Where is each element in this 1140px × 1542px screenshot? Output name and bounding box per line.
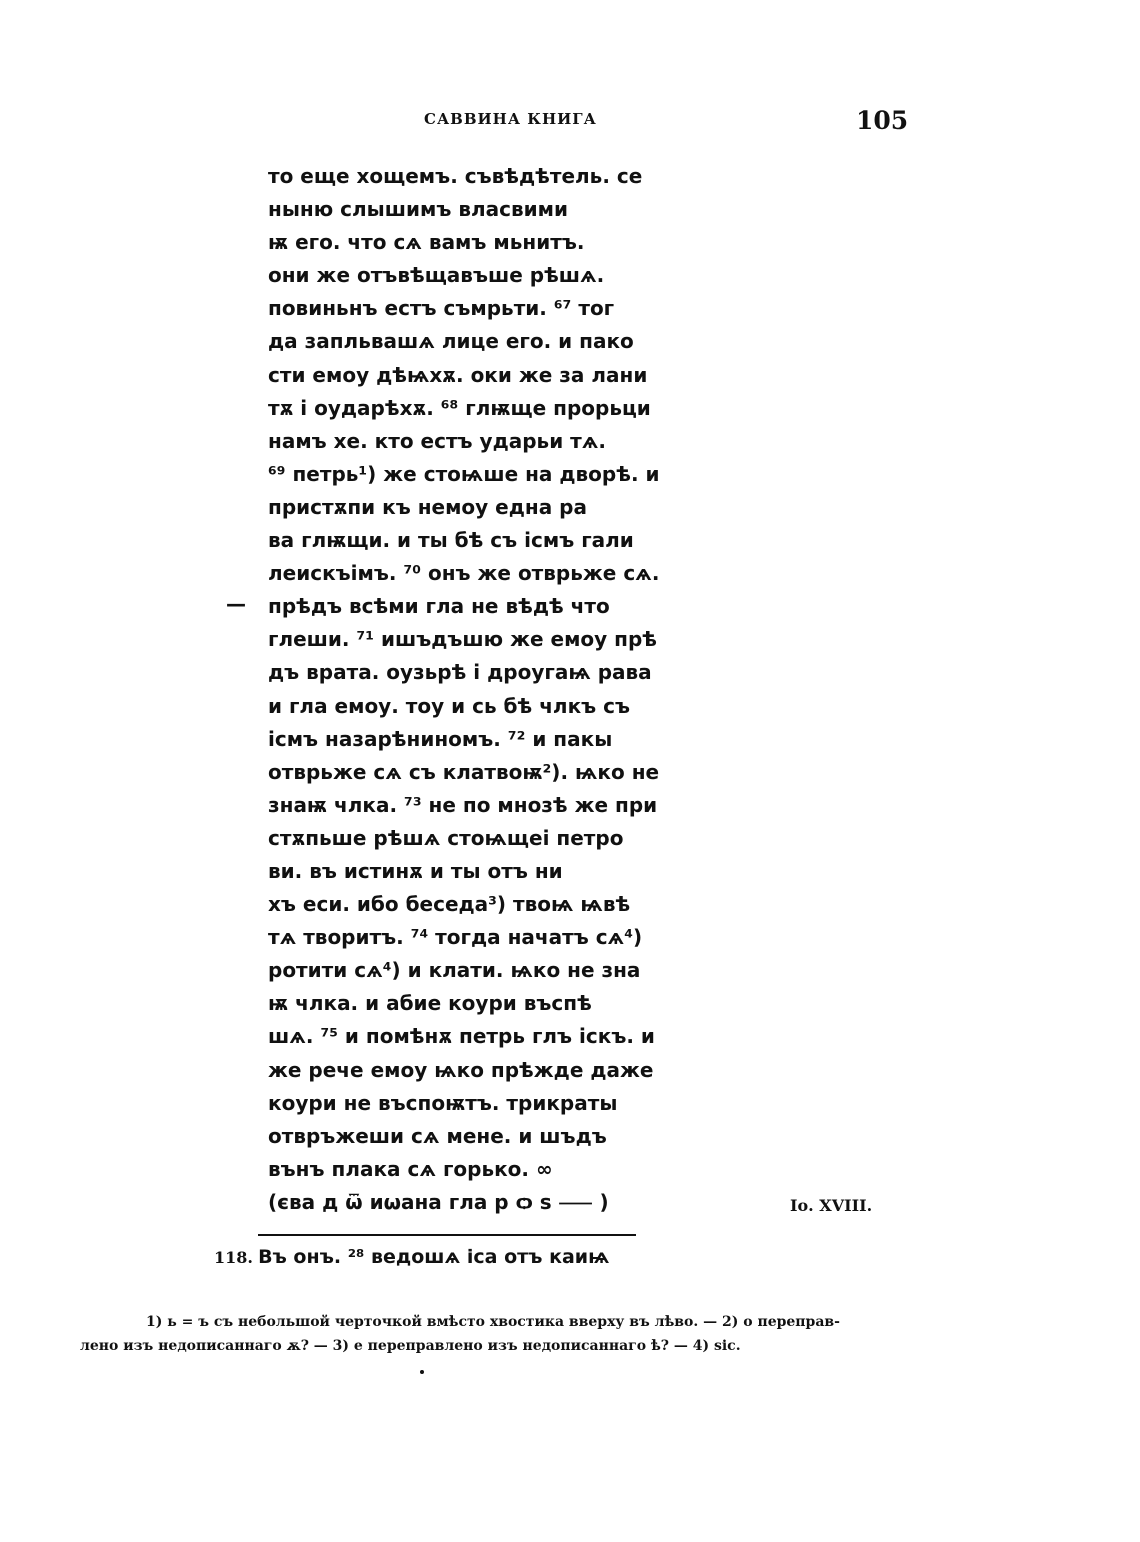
section-number: 118.: [214, 1248, 253, 1267]
next-section-heading: [214, 1246, 609, 1268]
footnote-line: лено изъ недописаннаго ѫ? — 3) е переправлено изъ недописаннаго ѣ? — 4) sic.: [80, 1338, 741, 1354]
margin-dash: —: [226, 592, 246, 616]
text-line: пристѫпи къ немоу една ра: [268, 494, 587, 519]
text-line: ѭ его. что сѧ вамъ мьнитъ.: [268, 230, 585, 255]
text-line: стѫпьше рѣшѧ стоѩщеі петро: [268, 825, 624, 850]
text-line: глеши. ⁷¹ ишъдъшю же емоу прѣ: [268, 627, 658, 652]
footnotes: [80, 1310, 900, 1358]
text-line: ісмъ назарѣниномъ. ⁷² и пакы: [268, 726, 613, 751]
section-text: Въ онъ. ²⁸ ведошѧ іса отъ каиѩ: [258, 1246, 610, 1268]
text-line: шѧ. ⁷⁵ и помѣнѫ петрь глъ іскъ. и: [268, 1024, 655, 1049]
footnote-line: 1) ь = ъ съ небольшой черточкой вмѣсто хвостика вверху въ лѣво. — 2) о переправ-: [146, 1314, 840, 1330]
text-line: они же отъвѣщавъше рѣшѧ.: [268, 263, 605, 288]
page-number: 105: [856, 106, 909, 135]
text-line: ныню слышимъ власвими: [268, 197, 568, 222]
text-line: ѭ члка. и абие коури въспѣ: [268, 991, 592, 1016]
text-line: хъ еси. ибо беседа³) твоѩ ѩвѣ: [268, 892, 631, 917]
text-line: сти емоу дѣѩхѫ. оки же за лани: [268, 362, 648, 387]
text-line: повиньнъ естъ съмрьти. ⁶⁷ тог: [268, 296, 615, 321]
running-head: САВВИНА КНИГА: [424, 110, 597, 128]
text-line: (єва д ѿ иωана гла р ѻ ѕ ⸺ ): [268, 1189, 609, 1214]
text-line: знаѭ члка. ⁷³ не по мнозѣ же при: [268, 792, 658, 817]
text-line: тѫ і оударѣхѫ. ⁶⁸ глѭще прорьци: [268, 395, 651, 420]
text-line: коури не въспоѭтъ. трикраты: [268, 1090, 618, 1115]
text-line: отвръжеши сѧ мене. и шъдъ: [268, 1123, 607, 1148]
text-line: отврьже сѧ съ клатвоѭ²). ѩко не: [268, 759, 660, 784]
text-line: ви. въ истинѫ и ты отъ ни: [268, 858, 563, 883]
text-line: дъ врата. оузьрѣ і дроугаѩ рава: [268, 660, 652, 685]
text-line: ротити сѧ⁴) и клати. ѩко не зна: [268, 958, 641, 983]
print-dot: [420, 1370, 424, 1374]
text-line: да запльвашѧ лице его. и пако: [268, 329, 634, 354]
text-line: же рече емоу ѩко прѣжде даже: [268, 1057, 654, 1082]
text-line: ⁶⁹ петрь¹) же стоѩше на дворѣ. и: [268, 461, 660, 486]
text-line: то еще хощемъ. съвѣдѣтель. се: [268, 164, 643, 188]
text-line: вънъ плака сѧ горько. ∞: [268, 1156, 553, 1181]
text-line: прѣдъ всѣми гла не вѣдѣ что: [268, 594, 610, 619]
text-line: леискъімъ. ⁷⁰ онъ же отврьже сѧ.: [268, 561, 660, 586]
main-text-block: [268, 160, 668, 1219]
text-line: и гла емоу. тоу и сь бѣ члкъ съ: [268, 693, 631, 718]
text-line: намъ хе. кто естъ ударьи тѧ.: [268, 428, 607, 453]
text-line: тѧ творитъ. ⁷⁴ тогда начатъ сѧ⁴): [268, 925, 643, 950]
text-line: ва глѭщи. и ты бѣ съ ісмъ гали: [268, 528, 634, 553]
section-divider: [258, 1234, 636, 1236]
margin-reference: Іо. XVIII.: [790, 1196, 873, 1215]
